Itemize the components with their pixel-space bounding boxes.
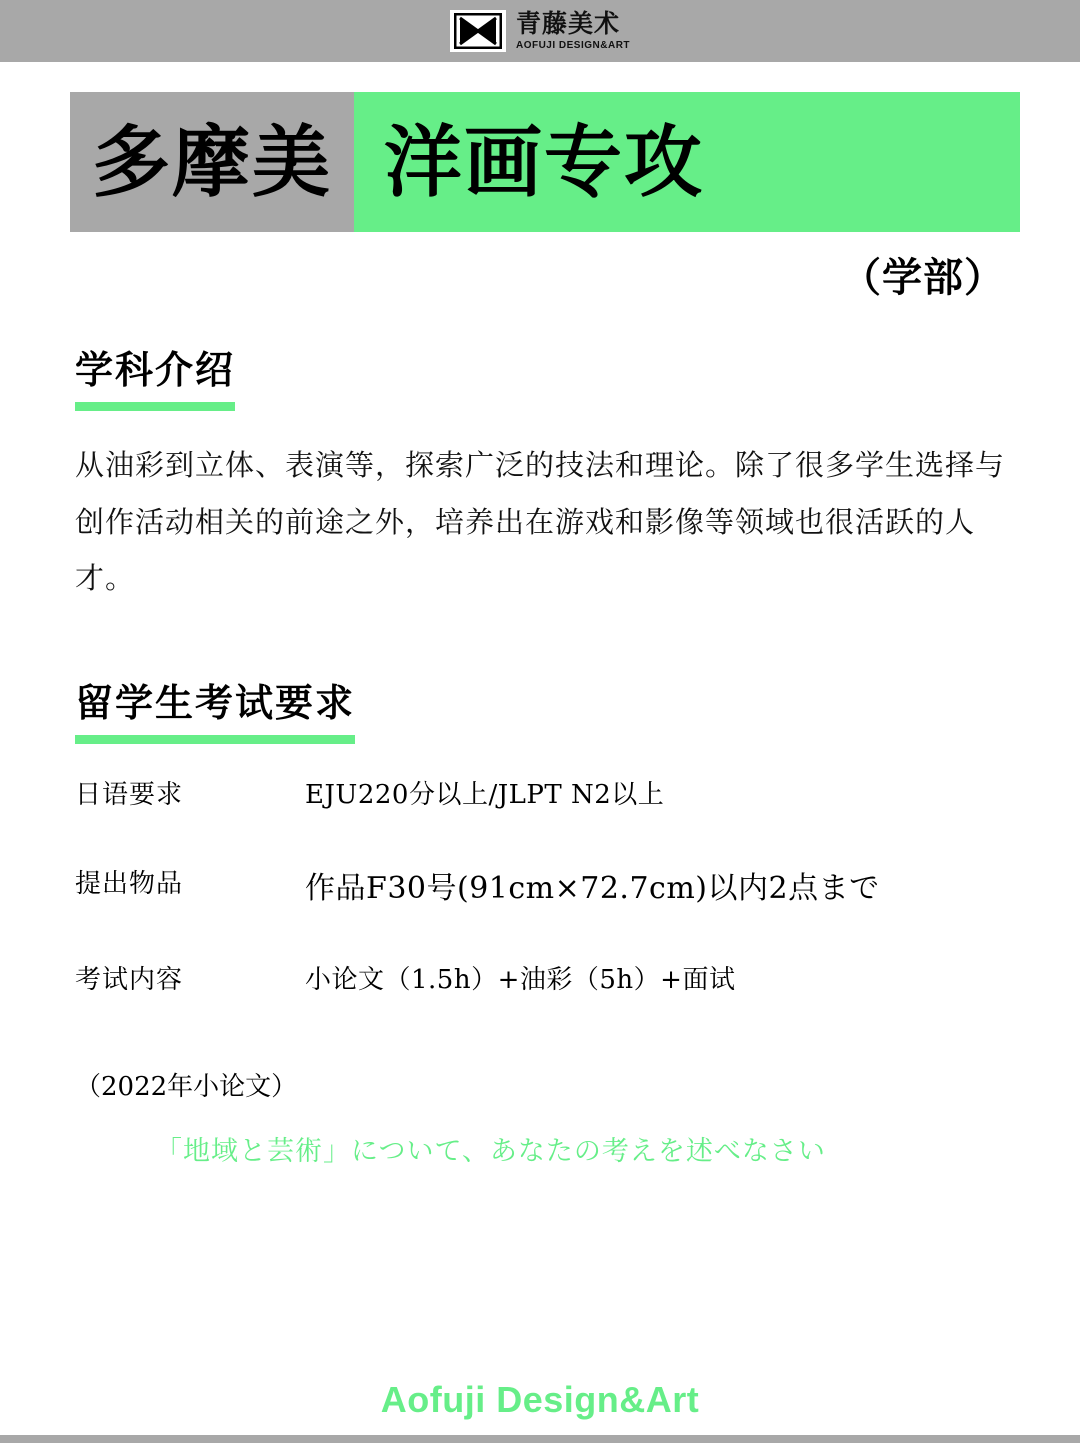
major-name-block xyxy=(354,92,1020,232)
top-header-bar xyxy=(0,0,1080,62)
major-name: 洋画专攻 xyxy=(384,118,705,206)
footer-divider-bar xyxy=(0,1435,1080,1443)
brand-name-cn: 青藤美术 xyxy=(515,9,620,38)
intro-heading: 学科介绍 xyxy=(75,339,235,411)
requirement-value: EJU220分以上/JLPT N2以上 xyxy=(305,779,665,810)
requirement-label: 日语要求 xyxy=(75,779,184,810)
requirement-label: 考试内容 xyxy=(75,964,184,995)
intro-paragraph: 从油彩到立体、表演等，探索广泛的技法和理论。除了很多学生选择与创作活动相关的前途之外，培养出在游戏和影像等领域也很活跃的人才。 xyxy=(75,448,1006,596)
school-name-block xyxy=(70,92,354,232)
requirement-value: 小论文（1.5h）+油彩（5h）+面试 xyxy=(305,964,736,995)
requirement-value: 作品F30号(91cm×72.7cm)以内2点まで xyxy=(305,870,880,906)
essay-prompt-quote: 「地域と芸術」について、あなたの考えを述べなさい xyxy=(155,1135,826,1167)
intro-section xyxy=(75,303,1010,607)
footer xyxy=(0,1357,1080,1443)
requirement-label: 提出物品 xyxy=(75,868,184,899)
brand-logo xyxy=(450,10,630,52)
table-row xyxy=(75,774,1010,863)
aofuji-logo-icon xyxy=(450,10,506,52)
footer-brand: Aofuji Design&Art xyxy=(380,1379,700,1420)
title-banner xyxy=(70,92,1020,232)
exam-section xyxy=(75,636,1010,1168)
brand-name-en: AOFUJI DESIGN&ART xyxy=(515,39,631,51)
essay-year-note: （2022年小论文） xyxy=(75,1071,298,1102)
requirements-table xyxy=(75,774,1010,1048)
brand-text xyxy=(515,9,631,51)
school-name: 多摩美 xyxy=(92,118,333,206)
table-row xyxy=(75,863,1010,959)
table-row xyxy=(75,959,1010,1048)
degree-level: （学部） xyxy=(841,256,1005,300)
exam-heading: 留学生考试要求 xyxy=(75,672,355,744)
